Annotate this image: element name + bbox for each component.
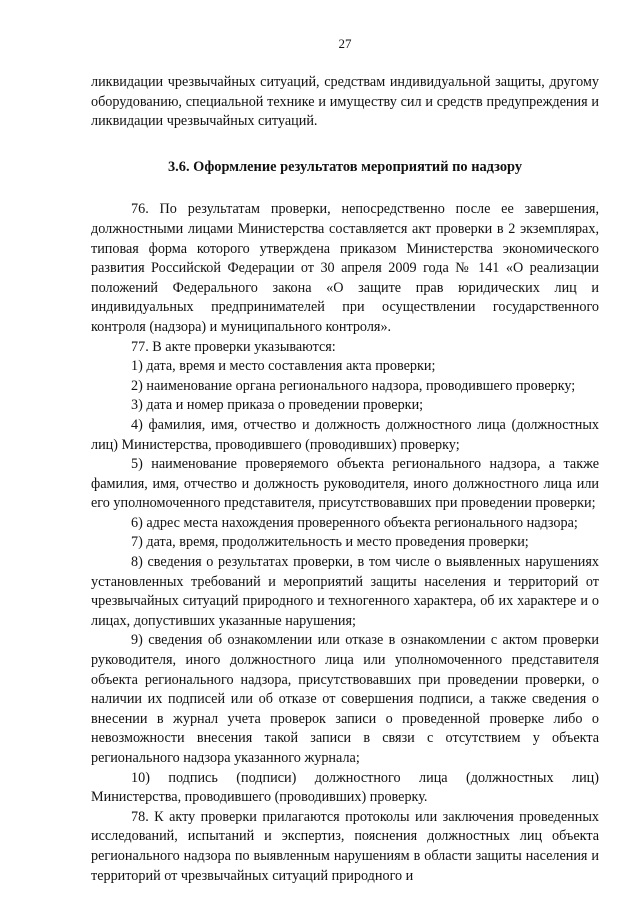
list-item-7: 7) дата, время, продолжительность и место проведения проверки; <box>131 534 529 551</box>
paragraph-77: 77. В акте проверки указываются: <box>131 338 336 355</box>
list-item-9: 9) сведения об ознакомлении или отказе в ознакомлении с актом проверки руководителя, иного должностного лица или уполномоченного представителя объекта регионального надзора, присутствовавших при проведении проверки, о наличии их подписей или об отказе от совершения подписи, а также сведения о внесении в журнал учета проверок записи о проведенной проверке либо о невозможности внесения такой записи в связи с отсутствием у объекта регионального надзора указанного журнала; <box>91 632 599 766</box>
list-item-6: 6) адрес места нахождения проверенного объекта регионального надзора; <box>131 514 578 531</box>
list-item-2: 2) наименование органа регионального надзора, проводившего проверку; <box>131 377 576 394</box>
paragraph-76: 76. По результатам проверки, непосредственно после ее завершения, должностными лицами Министерства составляется акт проверки в 2 экземплярах, типовая форма которого утверждена приказом Министерства экономического развития Российской Федерации от 30 апреля 2009 года № 141 «О реализации положений Федерального закона «О защите прав юридических лиц и индивидуальных предпринимателей при осуществлении государственного контроля (надзора) и муниципального контроля». <box>91 201 599 335</box>
lead-paragraph: ликвидации чрезвычайных ситуаций, средствам индивидуальной защиты, другому оборудованию, специальной технике и имуществу сил и средств предупреждения и ликвидации чрезвычайных ситуаций. <box>91 74 599 130</box>
list-item-8: 8) сведения о результатах проверки, в том числе о выявленных нарушениях установленных требований и мероприятий защиты населения и территорий от чрезвычайных ситуаций природного и техногенного характера, об их характере и о лицах, допустивших указанные нарушения; <box>91 554 599 629</box>
list-item-5: 5) наименование проверяемого объекта регионального надзора, а также фамилия, имя, отчество и должность руководителя, иного должностного лица или его уполномоченного представителя, присутствовавших при проведении проверки; <box>91 456 599 512</box>
section-heading: 3.6. Оформление результатов мероприятий по надзору <box>167 158 523 175</box>
list-item-4: 4) фамилия, имя, отчество и должность должностного лица (должностных лиц) Министерства, проводившего (проводивших) проверку; <box>91 416 599 453</box>
document-page <box>91 36 599 886</box>
paragraph-78: 78. К акту проверки прилагаются протоколы или заключения проведенных исследований, испытаний и экспертиз, пояснения должностных лиц объекта регионального надзора по выявленным нарушениям в области защиты населения и территорий от чрезвычайных ситуаций природного и <box>91 808 599 884</box>
list-item-3: 3) дата и номер приказа о проведении проверки; <box>131 397 424 414</box>
list-item-10: 10) подпись (подписи) должностного лица (должностных лиц) Министерства, проводившего (проводивших) проверку. <box>91 769 599 806</box>
list-item-1: 1) дата, время и место составления акта проверки; <box>131 358 436 375</box>
page-number: 27 <box>338 36 352 51</box>
